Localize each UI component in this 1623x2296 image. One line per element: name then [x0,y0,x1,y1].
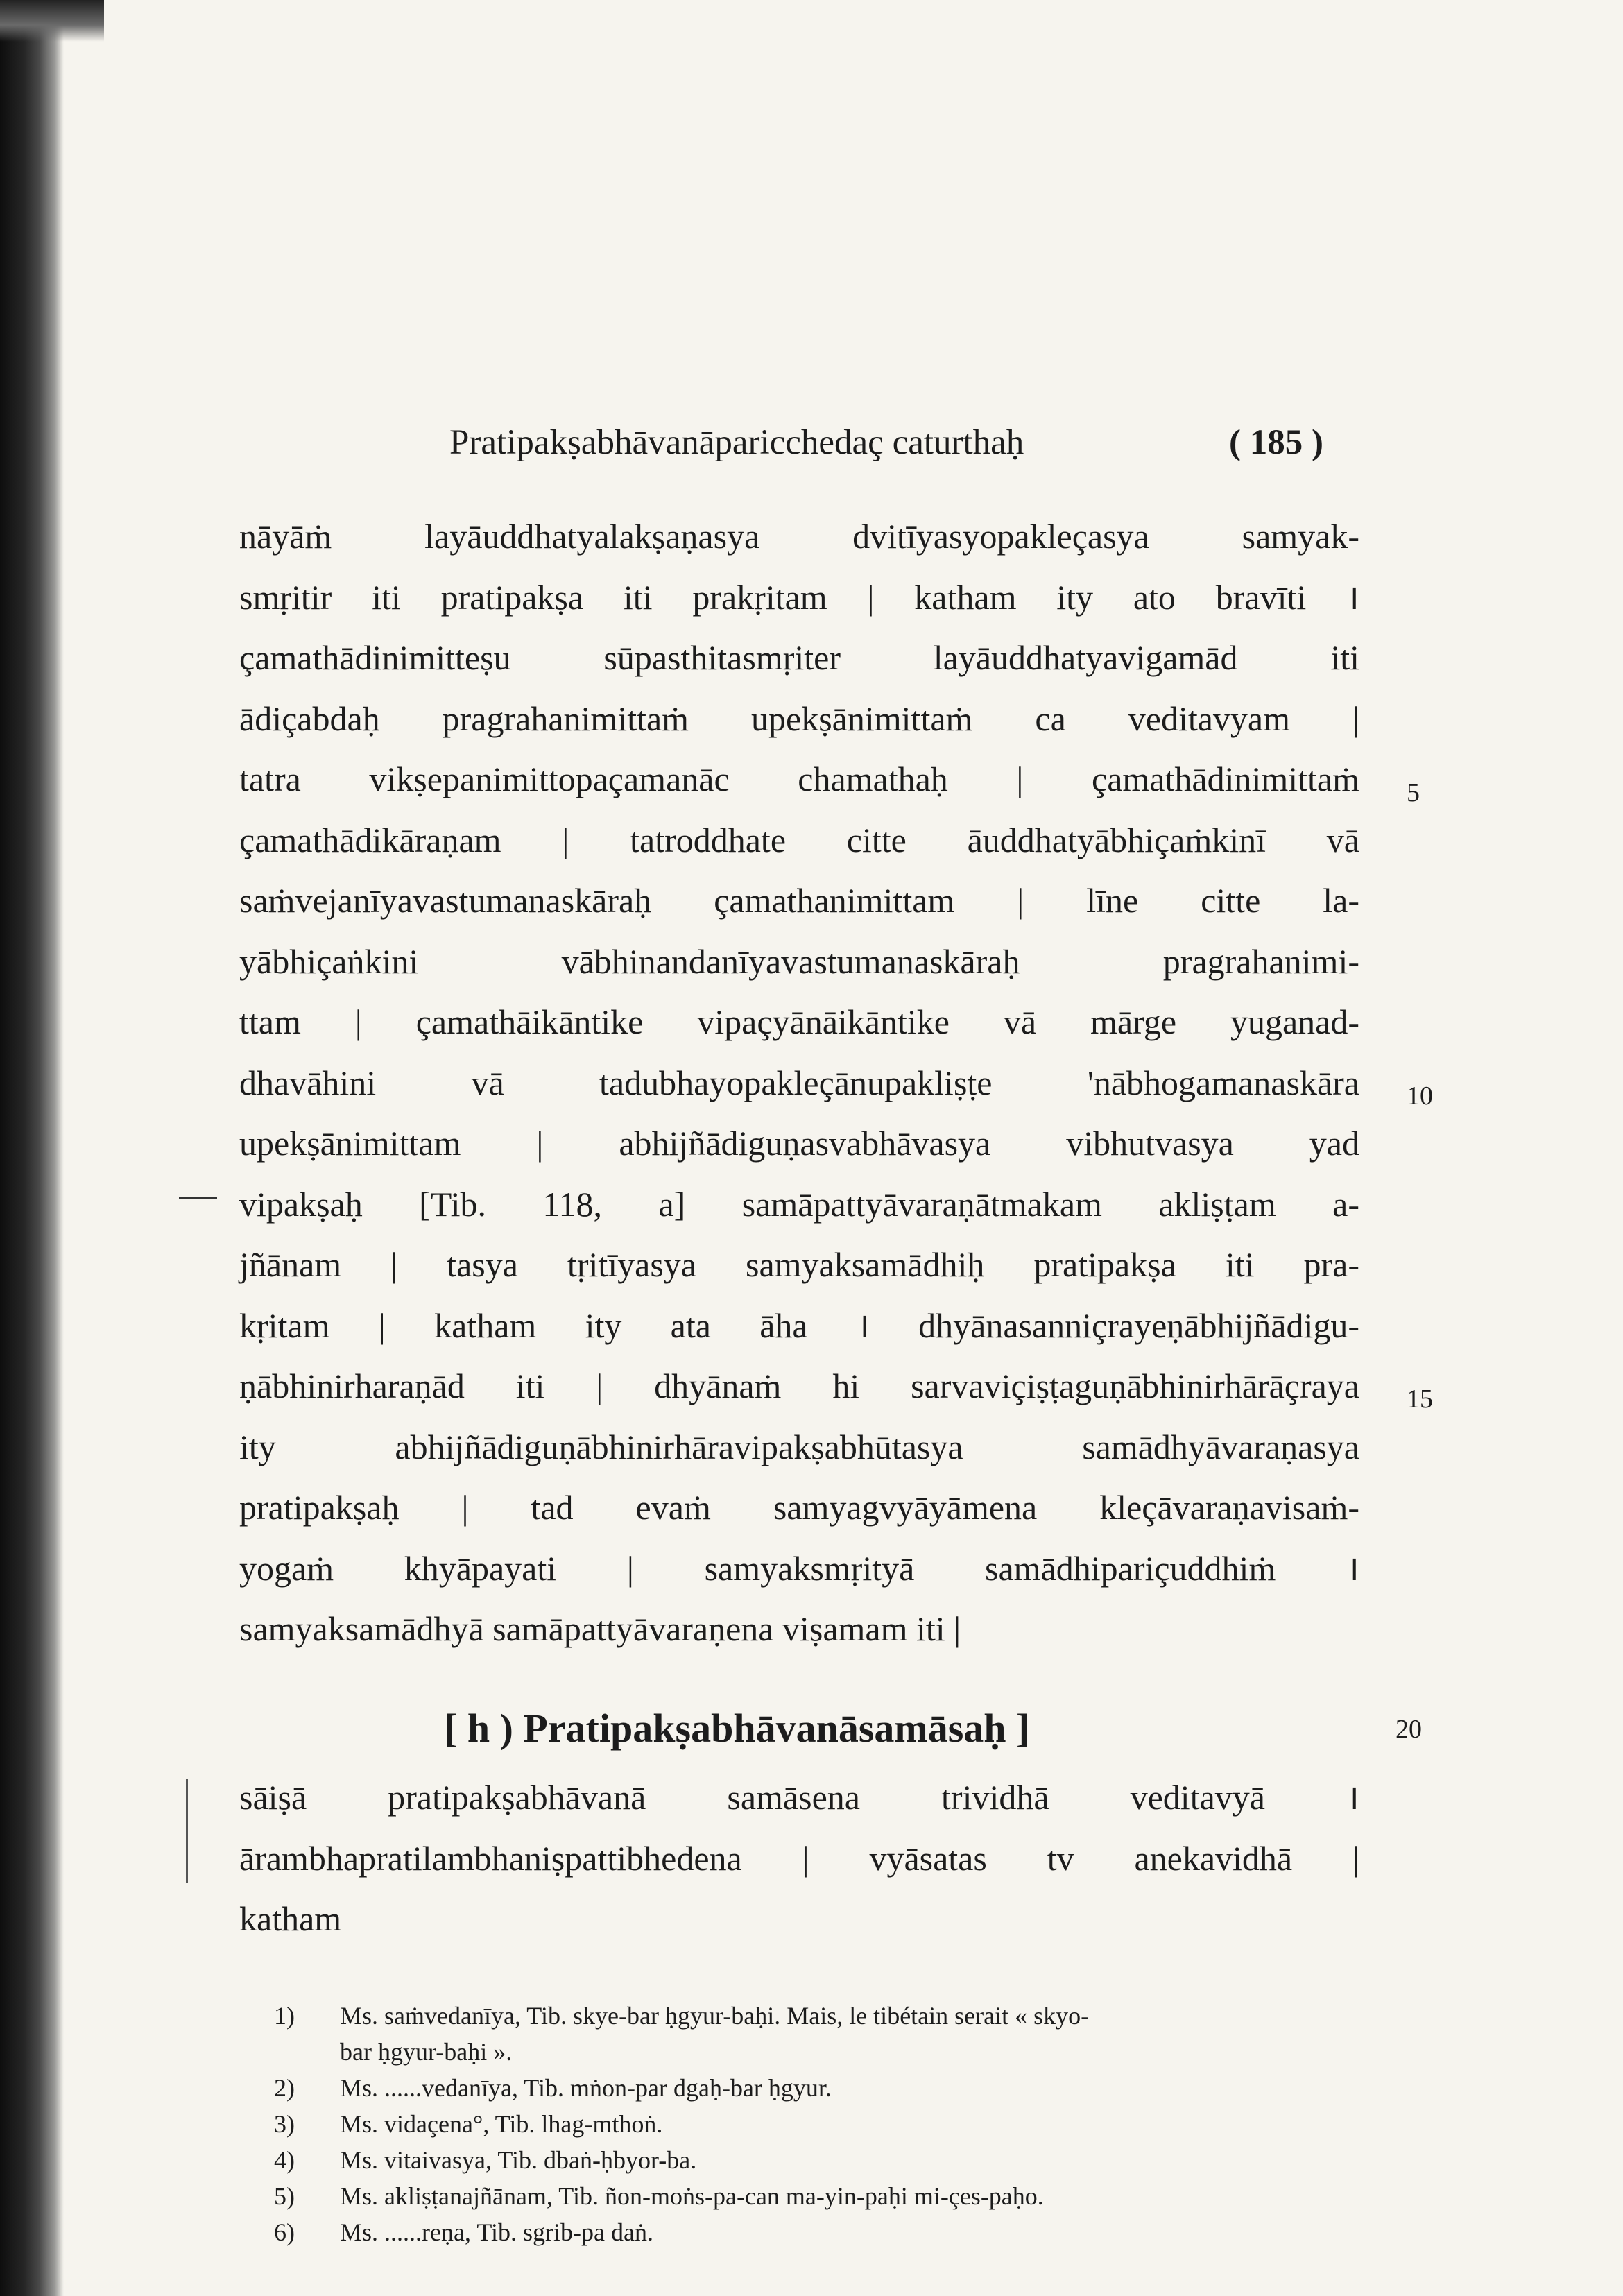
line-number-10: 10 [1407,1081,1433,1111]
footnote-number: 5) [274,2182,295,2210]
section-heading: [ h ) Pratipakṣabhāvanāsamāsaḥ ] [444,1706,1030,1751]
text-line: yogaṁ khyāpayati | samyaksmṛityā samādhipariçuddhiṁ । [239,1548,1359,1588]
margin-bracket-mark [186,1779,188,1883]
text-line: çamathādikāraṇam | tatroddhate citte āuddhatyābhiçaṁkinī vā [239,820,1359,859]
page-corner-shadow [0,0,104,42]
text-line: dhavāhini vā tadubhayopakleçānupakliṣṭe 'nābhogamanaskāra [239,1063,1359,1102]
text-line: ārambhapratilambhaniṣpattibhedena | vyāsatas tv anekavidhā | [239,1838,1359,1878]
footnote-6 [274,2214,1328,2250]
text-line: samyaksamādhyā samāpattyāvaraṇena viṣamam iti | [239,1609,961,1648]
text-line: ity abhijñādiguṇābhinirhāravipakṣabhūtasya samādhyāvaraṇasya [239,1427,1359,1466]
footnote-number: 2) [274,2074,295,2102]
text-line: smṛitir iti pratipakṣa iti prakṛitam | katham ity ato bravīti । [239,577,1359,617]
footnote-2 [274,2070,1328,2106]
text-line: pratipakṣaḥ | tad evaṁ samyagvyāyāmena kleçāvaraṇavisaṁ- [239,1488,1359,1527]
running-header [449,415,1323,470]
text-line: saṁvejanīyavastumanaskāraḥ çamathanimittam | līne citte la- [239,881,1359,920]
footnote-number: 4) [274,2146,295,2174]
footnote-text-continued: bar ḥgyur-baḥi ». [340,2038,513,2066]
book-spine-shadow [0,0,64,2296]
text-line: vipakṣaḥ [Tib. 118, a] samāpattyāvaraṇātmakam akliṣṭam a- [239,1184,1359,1224]
text-line: yābhiçaṅkini vābhinandanīyavastumanaskāraḥ pragrahanimi- [239,941,1359,981]
footnote-text: Ms. ......reṇa, Tib. sgrib-pa daṅ. [340,2218,653,2246]
footnote-number: 6) [274,2218,295,2246]
text-line: upekṣānimittam | abhijñādiguṇasvabhāvasya vibhutvasya yad [239,1124,1359,1163]
main-text-block [239,506,1359,1660]
footnote-text: Ms. vitaivasya, Tib. dbaṅ-ḥbyor-ba. [340,2146,697,2174]
text-line: nāyāṁ layāuddhatyalakṣaṇasya dvitīyasyopakleçasya samyak- [239,517,1359,556]
page-number: ( 185 ) [1229,423,1323,462]
text-line: tatra vikṣepanimittopaçamanāc chamathaḥ | çamathādinimittaṁ [239,760,1359,798]
text-line: sāiṣā pratipakṣabhāvanā samāsena trividhā veditavyā । [239,1778,1359,1817]
footnote-1 [274,1998,1328,2034]
footnote-text: Ms. akliṣṭanajñānam, Tib. ñon-moṅs-pa-can ma-yin-paḥi mi-çes-paḥo. [340,2182,1044,2210]
text-line: jñānam | tasya tṛitīyasya samyaksamādhiḥ pratipakṣa iti pra- [239,1245,1359,1284]
line-number-20: 20 [1396,1715,1422,1744]
footnote-text: Ms. saṁvedanīya, Tib. skye-bar ḥgyur-baḥi. Mais, le tibétain serait « skyo- [340,2002,1090,2030]
line-number-5: 5 [1407,778,1420,807]
margin-mark [179,1197,217,1199]
text-line: çamathādinimitteṣu sūpasthitasmṛiter layāuddhatyavigamād iti [239,638,1359,677]
line-number-15: 15 [1407,1385,1433,1414]
text-line: ṇābhinirharaṇād iti | dhyānaṁ hi sarvaviçiṣṭaguṇābhinirhārāçraya [239,1367,1359,1405]
running-title: Pratipakṣabhāvanāparicchedaç caturthaḥ [449,423,1024,462]
footnote-4 [274,2142,1328,2178]
footnote-number: 1) [274,2002,295,2030]
footnote-5 [274,2178,1328,2214]
text-line: katham [239,1899,342,1938]
text-line: ttam | çamathāikāntike vipaçyānāikāntike vā mārge yuganad- [239,1002,1359,1041]
text-line: ādiçabdaḥ pragrahanimittaṁ upekṣānimittaṁ ca veditavyam | [239,699,1359,738]
text-line: kṛitam | katham ity ata āha । dhyānasanniçrayeṇābhijñādigu- [239,1305,1359,1345]
footnote-3 [274,2106,1328,2142]
footnotes [274,1998,1328,2250]
footnote-number: 3) [274,2110,295,2138]
footnote-text: Ms. ......vedanīya, Tib. mṅon-par dgaḥ-bar ḥgyur. [340,2074,832,2102]
second-paragraph [239,1767,1359,1950]
footnote-text: Ms. vidaçena°, Tib. lhag-mthoṅ. [340,2110,663,2138]
